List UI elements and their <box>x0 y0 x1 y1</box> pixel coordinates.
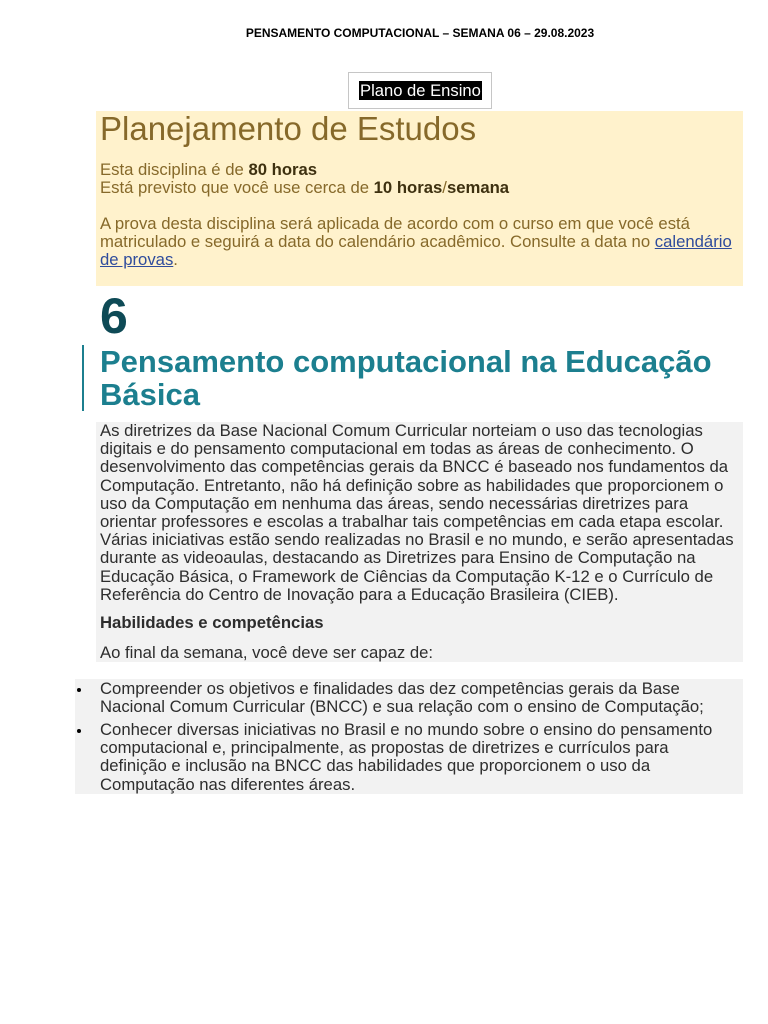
objective-line: Computação nas diferentes áreas. <box>100 774 356 794</box>
plan-badge-label: Plano de Ensino <box>360 81 481 100</box>
exam-calendar-link[interactable]: de provas <box>100 250 174 269</box>
intro-line: Referência do Centro de Inovação para a Educação Brasileira (CIEB). <box>100 584 619 604</box>
objective-line: definição e inclusão na BNCC das habilidades que proporcionem o uso da <box>100 756 651 776</box>
study-plan-title: Planejamento de Estudos <box>100 110 477 147</box>
bullet-icon <box>77 688 81 692</box>
exam-notice-ending: . <box>173 250 178 269</box>
intro-line: durante as videoaulas, destacando as Diretrizes para Ensino de Computação na <box>100 548 696 568</box>
unit-intro-paragraph <box>100 422 734 604</box>
exam-notice-text: matriculado e seguirá a data do calendário acadêmico. Consulte a data no <box>100 232 651 251</box>
intro-line: Educação Básica, o Framework de Ciências da Computação K-12 e o Currículo de <box>100 566 714 586</box>
unit-title-accent-bar <box>82 345 84 411</box>
objective-line: Conhecer diversas iniciativas no Brasil e no mundo sobre o ensino do pensamento <box>100 720 713 739</box>
exam-notice <box>100 215 732 269</box>
exam-notice-line <box>100 233 732 251</box>
plan-badge-frame <box>348 72 492 109</box>
study-plan-panel <box>96 111 743 286</box>
workload-prefix: Esta disciplina é de <box>100 160 244 179</box>
objectives-list <box>75 680 743 794</box>
objective-line: computacional e, principalmente, as propostas de diretrizes e currículos para <box>100 738 669 758</box>
workload-hours: 80 horas <box>248 160 318 179</box>
unit-number: 6 <box>100 288 128 344</box>
weekly-load-line <box>100 179 732 197</box>
intro-line: As diretrizes da Base Nacional Comum Curricular norteiam o uso das tecnologias <box>100 421 703 440</box>
unit-intro-content <box>100 422 734 662</box>
running-header: PENSAMENTO COMPUTACIONAL – SEMANA 06 – 29.08.2023 <box>245 26 595 40</box>
weekly-load-separator: / <box>442 178 447 197</box>
objective-item <box>75 680 743 716</box>
intro-line: uso da Computação em nenhuma das áreas, sendo necessárias diretrizes para <box>100 493 689 513</box>
intro-line: orientar professores e escolas a trabalhar tais competências em cada etapa escolar. <box>100 512 724 532</box>
objectives-panel <box>75 679 743 794</box>
unit-title: Pensamento computacional na Educação Básica <box>100 344 712 412</box>
exam-calendar-link[interactable]: calendário <box>654 232 732 251</box>
objective-line: Compreender os objetivos e finalidades das dez competências gerais da Base <box>100 679 680 698</box>
weekly-load-unit: semana <box>446 178 510 197</box>
exam-notice-line: A prova desta disciplina será aplicada de acordo com o curso em que você está <box>100 214 690 233</box>
bullet-icon <box>77 729 81 733</box>
intro-line: Várias iniciativas estão sendo realizadas no Brasil e no mundo, e serão apresentadas <box>100 530 734 550</box>
skills-lead: Ao final da semana, você deve ser capaz de: <box>100 643 434 663</box>
objective-line: Nacional Comum Curricular (BNCC) e sua relação com o ensino de Computação; <box>100 697 704 717</box>
study-plan-body <box>100 161 732 269</box>
skills-heading: Habilidades e competências <box>100 613 324 633</box>
intro-line: digitais e do pensamento computacional em todas as áreas de conhecimento. O <box>100 439 694 459</box>
intro-line: desenvolvimento das competências gerais da BNCC é baseado nos fundamentos da <box>100 457 729 477</box>
objective-item <box>75 721 743 794</box>
weekly-load-prefix: Está previsto que você use cerca de <box>100 178 370 197</box>
weekly-load-hours: 10 horas <box>373 178 443 197</box>
exam-notice-line <box>100 251 732 269</box>
workload-line <box>100 161 732 179</box>
unit-intro-panel <box>96 422 743 662</box>
intro-line: Computação. Entretanto, não há definição sobre as habilidades que proporcionem o <box>100 475 724 495</box>
